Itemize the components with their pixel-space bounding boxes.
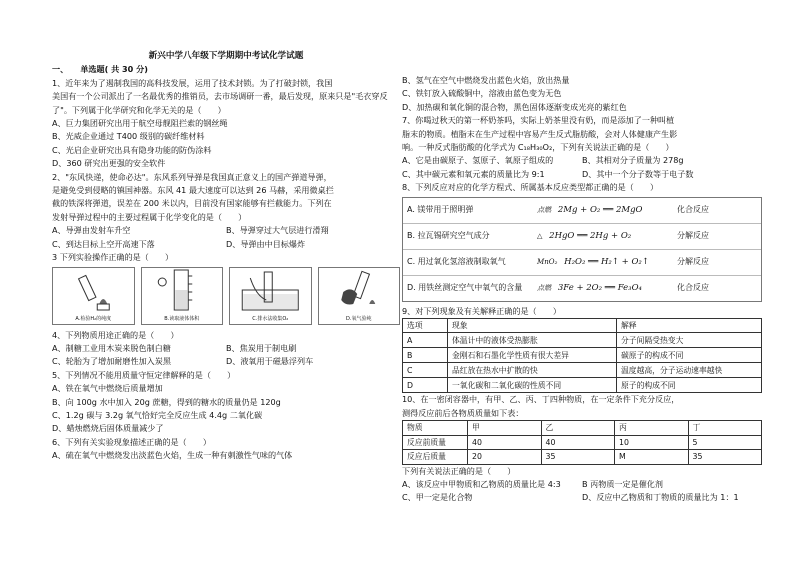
q3-caption-d: D.氧气验纯 <box>346 315 372 322</box>
test-tube-flame-icon <box>53 268 134 312</box>
table-header-row <box>403 319 762 333</box>
q6-option-a: A、硫在氧气中燃烧发出淡蓝色火焰，生成一种有刺激性气味的气体 <box>52 450 293 461</box>
q7-option-a: A、它是由碳原子、氢原子、氧原子组成的 <box>402 155 554 166</box>
q3-figure-a <box>52 267 135 325</box>
q2-option-a: A、导弹由发射车升空 <box>52 225 131 236</box>
table-row <box>403 450 762 464</box>
table-cell: 分子间隔受热变大 <box>617 333 762 348</box>
q8-desc: C. 用过氧化氢溶液制取氧气 <box>407 257 506 267</box>
q8-equation <box>533 281 673 295</box>
q8-condition: 点燃 <box>537 204 552 214</box>
q9-table <box>402 318 762 393</box>
q5-option-b: B、向 100g 水中加入 20g 蔗糖，得到的糖水的质量仍是 120g <box>52 396 281 407</box>
q3-figure-d <box>318 267 401 325</box>
q8-formula: H₂O₂ ══ H₂↑ + O₂↑ <box>564 256 649 267</box>
q10-option-a: A、该反应中甲物质和乙物质的质量比是 4:3 <box>402 478 561 489</box>
q8-equation <box>533 255 673 269</box>
q4-option-c: C、轮胎为了增加耐磨性加入炭黑 <box>52 356 171 367</box>
table-cell: 10 <box>615 435 689 449</box>
q8-formula: 3Fe + 2O₂ ══ Fe₃O₄ <box>557 282 642 293</box>
water-trough-icon <box>230 268 311 312</box>
q1-line: 了"。下列属于化学研究和化学无关的是（ ） <box>52 104 226 115</box>
q7-options <box>402 154 762 181</box>
q10-option-d: D、反应中乙物质和丁物质的质量比为 1：1 <box>582 492 739 503</box>
q3-caption-c: C.排水法收集O₂ <box>252 315 289 322</box>
q8-condition: 点燃 <box>537 282 552 292</box>
q8-formula: 2Mg + O₂ ══ 2MgO <box>557 204 643 215</box>
q8-row-b <box>403 224 761 250</box>
table-row <box>403 363 762 378</box>
q2-line: 是避免受到侵略的镇国神器。东风 41 最大速度可以达到 26 马赫，采用微桌拦 <box>52 185 334 196</box>
table-cell: 40 <box>468 435 542 449</box>
q10-options <box>402 478 762 505</box>
q8-stem: 8、下列反应对应的化学方程式、所属基本反应类型都正确的是（ ） <box>402 182 659 193</box>
q3-stem: 3 下列实验操作正确的是（ ） <box>52 252 174 263</box>
table-cell: 反应前质量 <box>403 435 468 449</box>
q8-equation <box>533 229 673 243</box>
q1-option-d: D、360 研究出更强的安全软件 <box>52 158 166 169</box>
q8-equation <box>533 203 673 217</box>
q7-option-b: B、其相对分子质量为 278g <box>582 155 684 166</box>
q3-caption-a: A.检验H₂的纯度 <box>75 315 112 322</box>
q10-header: 乙 <box>541 421 615 435</box>
q9-header: 现象 <box>448 319 617 333</box>
q9-header: 选项 <box>403 319 448 333</box>
table-cell: C <box>403 363 448 378</box>
table-cell: 碳原子的构成不同 <box>617 348 762 363</box>
q5-option-a: A、铁在氧气中燃烧后质量增加 <box>52 383 163 394</box>
q3-figures <box>52 267 400 327</box>
table-cell: B <box>403 348 448 363</box>
q8-row-c <box>403 250 761 276</box>
table-row <box>403 378 762 393</box>
q4-stem: 4、下列物质用途正确的是（ ） <box>52 329 179 340</box>
q1-option-b: B、光威企业通过 T400 级别的碳纤维材料 <box>52 131 205 142</box>
q10-line: 测得反应前后各物质质量如下表： <box>402 407 524 418</box>
q2-option-d: D、导弹由中目标爆炸 <box>226 238 306 249</box>
q8-desc: A. 镁带用于照明弹 <box>407 205 474 215</box>
q10-option-b: B 丙物质一定是催化剂 <box>582 478 663 489</box>
q2-line: 2、"东风快递，使命必达"。东风系列导弹是我国真正意义上的国产弹道导弹， <box>52 171 332 182</box>
q6-stem: 6、下列有关实验现象描述正确的是（ ） <box>52 436 211 447</box>
q2-option-b: B、导弹穿过大气层进行滑翔 <box>226 225 329 236</box>
q8-type: 分解反应 <box>677 231 709 241</box>
table-cell: 35 <box>541 450 615 464</box>
q8-desc: B. 拉瓦锡研究空气成分 <box>407 231 490 241</box>
q1-line: 1、近年来为了遏制我国的高科技发展，运用了技术封锁。为了打破封锁，我国 <box>52 77 333 88</box>
section-heading: 一、 单选题( 共 30 分) <box>52 64 148 75</box>
q4-option-b: B、焦炭用于制电刷 <box>226 342 297 353</box>
q10-option-c: C、甲一定是化合物 <box>402 492 473 503</box>
q9-stem: 9、对下列现象及有关解释正确的是（ ） <box>402 305 561 316</box>
q9-header: 解释 <box>617 319 762 333</box>
table-row <box>403 333 762 348</box>
q1-option-a: A、巨力集团研究出用于航空母舰阻拦索的钢丝绳 <box>52 118 228 129</box>
table-cell: 金刚石和石墨化学性质有很大差异 <box>448 348 617 363</box>
q2-line: 截的铁深将弹道，误差在 200 米以内，目前没有国家能够有拦截能力。下列在 <box>52 198 332 209</box>
exam-title: 新兴中学八年级下学期期中考试化学试题 <box>148 51 304 61</box>
q1-line: 美国有一个公司派出了一名最优秀的推销员，去市场调研一番，最后发现，原来只是"毛衣穿反 <box>52 91 388 102</box>
table-cell: A <box>403 333 448 348</box>
q6-option-b: B、氢气在空气中燃烧发出蓝色火焰，放出热量 <box>402 75 570 85</box>
q10-table <box>402 420 762 464</box>
q1-option-c: C、光启企业研究出具有隐身功能的防伪涂料 <box>52 144 212 155</box>
q5-option-c: C、1.2g 碳与 3.2g 氧气恰好完全反应生成 4.4g 二氧化碳 <box>52 409 263 420</box>
q4-options <box>52 342 400 369</box>
q7-option-c: C、其中碳元素和氧元素的质量比为 9:1 <box>402 168 545 179</box>
table-row <box>403 348 762 363</box>
q3-figure-c <box>229 267 312 325</box>
table-cell: 5 <box>688 435 762 449</box>
q7-line: 响。一种反式脂肪酸的化学式为 C₁₈H₃₀O₂，下列有关说法正确的是（ ） <box>402 142 674 153</box>
table-cell: 温度越高，分子运动速率越快 <box>617 363 762 378</box>
q8-condition: MnO₂ <box>537 256 558 266</box>
q7-option-d: D、其中一个分子数等于电子数 <box>582 168 694 179</box>
q10-header: 丁 <box>688 421 762 435</box>
q8-row-d <box>403 276 761 301</box>
q2-options <box>52 224 400 251</box>
q8-desc: D. 用铁丝测定空气中氧气的含量 <box>407 283 523 293</box>
q10-header: 甲 <box>468 421 542 435</box>
q3-figure-b <box>141 267 224 325</box>
table-cell: D <box>403 378 448 393</box>
table-cell: 40 <box>541 435 615 449</box>
graduated-cylinder-icon <box>142 268 223 312</box>
q8-condition: △ <box>537 230 543 240</box>
table-cell: M <box>615 450 689 464</box>
q10-line: 10、在一密闭容器中，有甲、乙、丙、丁四种物质，在一定条件下充分反应， <box>402 394 680 405</box>
q6-option-d: D、加热碳和氧化铜的混合物，黑色固体逐渐变成光亮的紫红色 <box>402 101 627 112</box>
table-cell: 20 <box>468 450 542 464</box>
left-column <box>52 0 400 463</box>
right-column <box>402 0 762 505</box>
q8-type: 化合反应 <box>677 205 709 215</box>
q4-option-d: D、液氧用于磁悬浮列车 <box>226 356 314 367</box>
q2-line: 发射导弹过程中的主要过程属于化学变化的是（ ） <box>52 211 247 222</box>
q8-row-a <box>403 198 761 224</box>
table-cell: 品红放在热水中扩散的快 <box>448 363 617 378</box>
table-header-row <box>403 421 762 435</box>
q8-equation-box <box>402 197 762 302</box>
table-row <box>403 435 762 449</box>
table-cell: 体温计中的液体受热膨胀 <box>448 333 617 348</box>
table-cell: 一氧化碳和二氧化碳的性质不同 <box>448 378 617 393</box>
q7-line: 脂末的物质。植脂末在生产过程中容易产生反式脂肪酸，会对人体健康产生影 <box>402 128 678 139</box>
q5-stem: 5、下列情况不能用质量守恒定律解释的是（ ） <box>52 369 236 380</box>
q3-caption-b: B.读取液体体积 <box>164 315 200 322</box>
q10-stem2: 下列有关说法正确的是（ ） <box>402 465 516 476</box>
q7-line: 7、你喝过秋天的第一杯奶茶吗，实际上奶茶里没有奶，而是添加了一种叫植 <box>402 115 675 126</box>
q10-header: 物质 <box>403 421 468 435</box>
q8-formula: 2HgO ══ 2Hg + O₂ <box>549 230 632 241</box>
table-cell: 反应后质量 <box>403 450 468 464</box>
q4-option-a: A、制糖工业用木炭来脱色制白糖 <box>52 342 171 353</box>
table-cell: 原子的构成不同 <box>617 378 762 393</box>
hand-tube-icon <box>319 268 400 312</box>
q10-header: 丙 <box>615 421 689 435</box>
right-top-spacer <box>402 0 762 74</box>
q2-option-c: C、到达目标上空开高速下落 <box>52 238 155 249</box>
q8-type: 分解反应 <box>677 257 709 267</box>
q8-type: 化合反应 <box>677 283 709 293</box>
q6-option-c: C、铁钉放入硫酸铜中，溶液由蓝色变为无色 <box>402 88 562 99</box>
table-cell: 35 <box>688 450 762 464</box>
q5-option-d: D、蜡烛燃烧后固体质量减少了 <box>52 423 164 434</box>
